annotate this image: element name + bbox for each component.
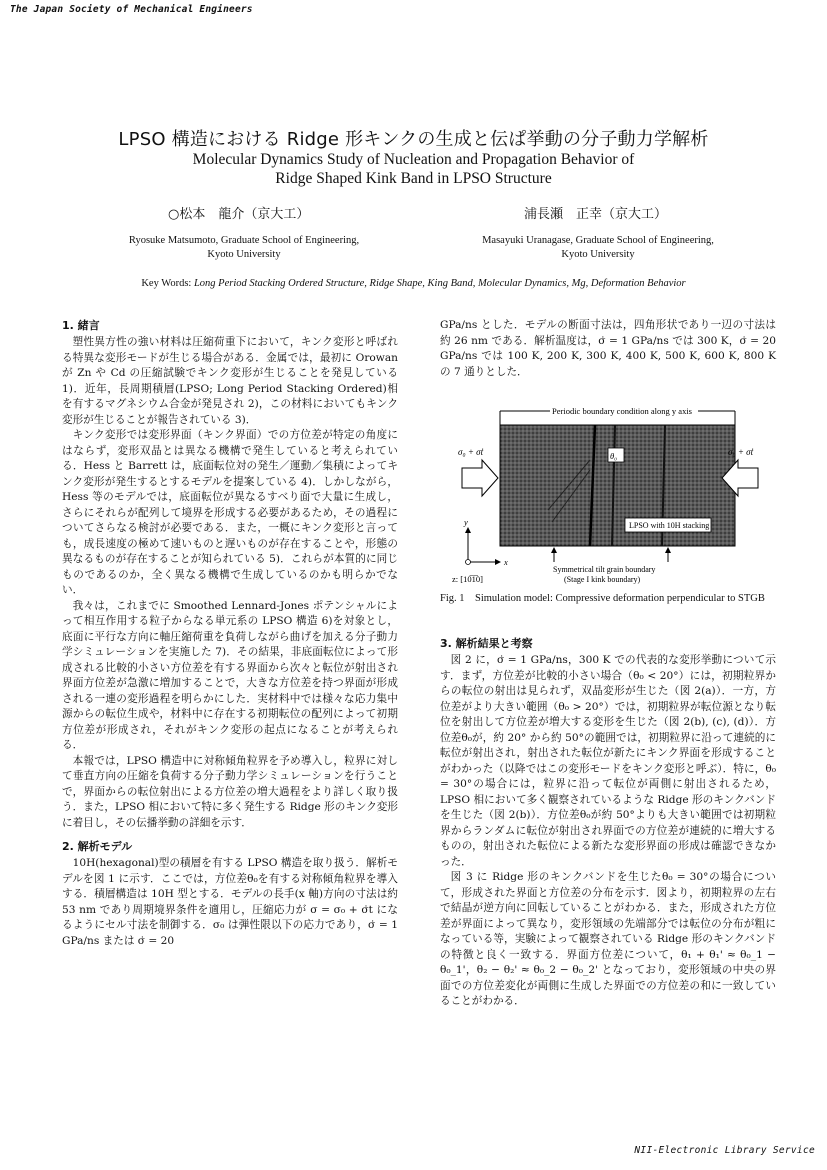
figure-1-simulation-model	[440, 400, 780, 595]
boundary-arrowhead-1	[551, 547, 557, 553]
keywords-label: Key Words:	[141, 278, 194, 289]
section-1-paragraph-4: 本報では，LPSO 構造中に対称傾角粒界を予め導入し，粒界に対して垂直方向の圧縮を負荷する分子動力学シミュレーションを行うことで，界面からの転位射出による方位差の増大過程をより詳しく取り扱う．また，LPSO 相において特に多く発生する Ridge 形のキンク変形に着目し，その伝播挙動の詳細を示す．	[62, 754, 398, 829]
right-column-bottom	[440, 636, 776, 1010]
theta-label: θ₀	[610, 451, 618, 461]
axis-y-arrowhead	[465, 527, 471, 533]
boundary-arrowhead-2	[665, 547, 671, 553]
author-1-affiliation-line2: Kyoto University	[207, 249, 281, 260]
axis-x-arrowhead	[495, 559, 501, 565]
section-1-paragraph-2: キンク変形では変形界面（キンク界面）での方位差が特定の角度にはならず，変形双晶とは異なる機構で発生していると考えられている．Hess と Barrett は，底面転位対の発生／運動／集積によってキンク変形が発生するとするモデルを提案している 4)．しかしながら，Hess 等のモデルでは，底面転位が異なるすべり面で大量に生成し，さらにそれらが配列して境界を形成する必要があるため，その過程についてさらなる検討が必要である．また，一概にキンク変形と言っても，成長速度の極めて速いものと遅いものが存在することや，形態の異なるものが存在することが知られている 5)．これらが本質的に同じものであるのか，全く異なる機構で生成しているのかも明らかでない．	[62, 429, 398, 596]
paper-title-english-line1: Molecular Dynamics Study of Nucleation and Propagation Behavior of	[192, 151, 635, 168]
section-3-paragraph-1: 図 2 に，σ̇ = 1 GPa/ns，300 K での代表的な変形挙動について示す．まず，方位差が比較的小さい場合（θ₀ < 20°）には，初期粒界からの転位の射出は見られず，双晶変形が生じた（図 2(a)）．一方，方位差がより大きい範囲（θ₀ > 20°）では，初期粒界が転位源となり転位を射出して方位差が増大する変形を生じた（図 2(b), (c), (d)）．方位差θ₀が，約 20° から約 50°の範囲では，初期粒界に沿って連続的に転位が射出され，射出された転位が新たにキンク界面を形成することがわかった（以降ではこの変形モードをキンク変形と呼ぶ）．特に，θ₀ = 30°の場合には，粒界に沿って転位が両側に射出されるため，LPSO 相において多く観察されているような Ridge 形のキンクバンドを生じた（図 2(b)）．方位差θ₀が約 50°よりも大きい範囲では初期粒界からランダムに転位が射出され界面での方位差が連続的に増大するものの，射出された転位による新たな変形界面の形成は確認できなかった．	[440, 654, 776, 868]
author-2-affiliation-line2: Kyoto University	[561, 249, 635, 260]
section-2-paragraph-1: 10H(hexagonal)型の積層を有する LPSO 構造を取り扱う．解析モデルを図 1 に示す．ここでは，方位差θ₀を有する対称傾角粒界を導入する．積層構造は 10H 型とする．モデルの長手(x 軸)方向の寸法は約 53 nm であり周期境界条件を適用し，圧縮応力が σ = σ₀ + σ̇t になるようにセル寸法を制御する．σ₀ は弾性限以下の応力であり，σ̇ = 1 GPa/ns または σ̇ = 20	[62, 857, 398, 947]
keywords-text: Long Period Stacking Ordered Structure, Ridge Shape, King Band, Molecular Dynamics, Mg, Deformation Behavior	[193, 278, 686, 289]
section-3-paragraph-2: 図 3 に Ridge 形のキンクバンドを生じたθ₀ = 30°の場合について，形成された界面と方位差の分布を示す．図より，初期粒界の左右で結晶が逆方向に回転していることがわかる．また，形成された方位差が界面によって異なり，変形領域の先端部分では転位の分布が粗になっている等，実験によって観察されている Ridge 形のキンクバンドの特徴と良く一致する．界面方位差について，θ₁ + θ₁' ≈ θ₀_1 − θ₀_1'，θ₂ − θ₂' ≈ θ₀_2 − θ₀_2' となっており，変形領域の中央の界面での方位差変化が両側に生成した界面での方位差の和に一致していることがわかる．	[440, 871, 776, 1007]
lpso-label: LPSO with 10H stacking	[629, 521, 710, 530]
author-2-affiliation-line1: Masayuki Uranagase, Graduate School of Engineering,	[482, 235, 714, 246]
library-footer: NII-Electronic Library Service	[634, 1145, 815, 1156]
author-1-name: ○松本 龍介（京大工）	[168, 207, 310, 222]
pbc-label: Periodic boundary condition along y axis	[552, 406, 692, 416]
left-column	[62, 318, 398, 949]
paper-title-english	[60, 150, 767, 188]
axis-y-label: y	[464, 517, 468, 527]
figure-1-caption: Fig. 1 Simulation model: Compressive deformation perpendicular to STGB	[440, 593, 765, 604]
axis-z-label: z: [10̅1̅0]	[452, 574, 483, 584]
author-2-name: 浦長瀬 正幸（京大工）	[524, 207, 668, 222]
society-header: The Japan Society of Mechanical Engineers	[10, 4, 253, 15]
axis-x-label: x	[504, 557, 508, 567]
author-1-affiliation-line1: Ryosuke Matsumoto, Graduate School of Engineering,	[128, 235, 360, 246]
paper-title-english-line2: Ridge Shaped Kink Band in LPSO Structure	[275, 170, 552, 187]
boundary-label-line1: Symmetrical tilt grain boundary	[553, 565, 656, 574]
boundary-label-line2: (Stage I kink boundary)	[564, 575, 641, 584]
author-2-affiliation	[448, 234, 748, 262]
section-2-heading: 2. 解析モデル	[62, 840, 133, 853]
keywords	[60, 278, 767, 289]
load-arrow-left	[462, 460, 498, 496]
load-label-left: σ₀ + σ̇t	[458, 447, 484, 457]
axis-z-origin	[466, 560, 471, 565]
right-column-top	[440, 318, 776, 380]
section-1-paragraph-1: 塑性異方性の強い材料は圧縮荷重下において，キンク変形と呼ばれる特異な変形モードが生じる場合がある．金属では，最初に Orowan が Zn や Cd の圧縮試験でキンク変形が生じることを発見している 1)．近年，長周期積層(LPSO; Long Period Stacking Ordered)相を有するマグネシウム合金が発見され 2)，この材料においてもキンク変形が生じることが報告されている 3)．	[62, 336, 398, 426]
section-1-heading: 1. 緒言	[62, 319, 100, 332]
author-1-affiliation	[94, 234, 394, 262]
section-1-paragraph-3: 我々は，これまでに Smoothed Lennard-Jones ポテンシャルによって相互作用する粒子からなる単元系の LPSO 構造 6)を対象とし，底面に平行な方向に軸圧縮荷重を負荷しながら曲げを加える分子動力学シミュレーションを実施した 7)．その結果，非底面転位によって形成される比較的小さい方位差を有する界面から次々と転位が射出され界面方位差が急激に増加することで，大きな方位差を持つ界面が形成される一連の変形過程を明らかにした．実材料中では様々な応力集中源からの転位生成や，材料中に存在する初期転位の配列によって初期方位差が形成され，それがキンク変形の起点になることが考えられる．	[62, 599, 398, 751]
paper-title-japanese: LPSO 構造における Ridge 形キンクの生成と伝ぱ挙動の分子動力学解析	[118, 129, 709, 150]
section-2-paragraph-1-continued: GPa/ns とした．モデルの断面寸法は，四角形状であり一辺の寸法は約 26 nm である．解析温度は，σ̇ = 1 GPa/ns では 300 K，σ̇ = 20 GPa/ns では 100 K, 200 K, 300 K, 400 K, 500 K, 600 K, 800 K の 7 通りとした．	[440, 319, 776, 378]
section-3-heading: 3. 解析結果と考察	[440, 637, 533, 650]
load-label-right: σ₀ + σ̇t	[728, 447, 754, 457]
